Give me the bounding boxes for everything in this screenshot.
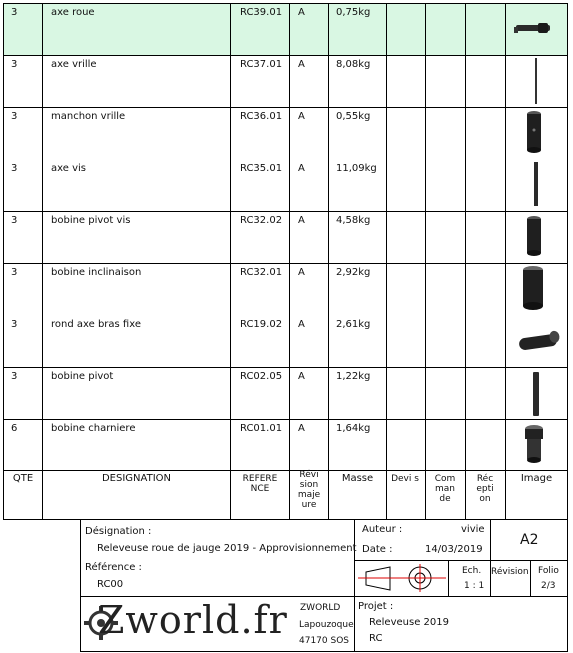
part-image-axe-roue: [510, 18, 562, 38]
company-city: Lapouzoque: [299, 620, 354, 630]
table-left-border: [3, 3, 4, 520]
row-qte: 3: [11, 215, 18, 226]
row-revision: A: [298, 7, 305, 18]
part-image-bobine-pivot-vis: [524, 214, 544, 258]
col-sep-1: [42, 3, 43, 520]
tb-sep-right: [490, 519, 491, 597]
row-reference: RC19.02: [240, 319, 283, 330]
designation-value: Releveuse roue de jauge 2019 - Approvisionnement: [97, 543, 357, 554]
part-image-bobine-pivot: [531, 372, 541, 416]
row-designation: rond axe bras fixe: [51, 319, 141, 330]
header-qte: QTE: [12, 473, 34, 484]
row-reference: RC37.01: [240, 59, 283, 70]
projection-symbol-icon: [356, 562, 448, 595]
row-masse: 1,64kg: [336, 423, 371, 434]
row-qte: 3: [11, 111, 18, 122]
row-sep: [3, 211, 568, 212]
company-zip: 47170 SOS: [299, 636, 350, 646]
col-sep-2: [230, 3, 231, 520]
row-masse: 2,61kg: [336, 319, 371, 330]
company-name: ZWORLD: [300, 603, 341, 613]
row-masse: 0,75kg: [336, 7, 371, 18]
col-sep-5: [386, 3, 387, 520]
row-designation: axe vrille: [51, 59, 97, 70]
row-sep: [3, 107, 568, 108]
row-sep: [3, 419, 568, 420]
row-revision: A: [298, 59, 305, 70]
row-revision: A: [298, 319, 305, 330]
row-masse: 1,22kg: [336, 371, 371, 382]
format-value: A2: [520, 532, 539, 548]
header-reception: Réc epti on: [476, 474, 494, 504]
ech-value: 1 : 1: [464, 581, 485, 591]
tb-sep-date: [354, 560, 568, 561]
row-sep: [3, 55, 568, 56]
header-commande: Com man de: [434, 474, 456, 504]
row-reference: RC02.05: [240, 371, 283, 382]
row-reference: RC35.01: [240, 163, 283, 174]
header-devis: Devi s: [391, 474, 419, 484]
row-qte: 6: [11, 423, 18, 434]
header-designation: DESIGNATION: [101, 473, 172, 484]
row-sep: [3, 263, 568, 264]
row-revision: A: [298, 267, 305, 278]
row-revision: A: [298, 371, 305, 382]
row-masse: 4,58kg: [336, 215, 371, 226]
folio-value: 2/3: [541, 581, 556, 591]
row-revision: A: [298, 215, 305, 226]
part-image-axe-vis: [531, 162, 541, 206]
date-label: Date :: [362, 544, 393, 555]
header-masse: Masse: [341, 473, 374, 484]
reference-label: Référence :: [85, 562, 142, 573]
row-revision: A: [298, 163, 305, 174]
ech-label: Ech.: [462, 566, 482, 576]
row-sep: [3, 470, 568, 471]
auteur-label: Auteur :: [362, 524, 403, 535]
part-image-axe-vrille: [532, 58, 540, 104]
part-image-bobine-charniere: [522, 424, 546, 466]
header-revision: Révi sion maje ure: [297, 470, 321, 510]
tb-left: [80, 519, 81, 652]
table-right-border: [567, 3, 568, 520]
row-sep: [3, 367, 568, 368]
tb-sep-main: [354, 519, 355, 652]
row-reference: RC32.01: [240, 267, 283, 278]
row-qte: 3: [11, 319, 18, 330]
row-qte: 3: [11, 163, 18, 174]
header-image: Image: [520, 473, 553, 484]
row-masse: 0,55kg: [336, 111, 371, 122]
tb-top: [80, 519, 568, 520]
part-image-rond-axe-bras-fixe: [513, 330, 565, 354]
projet-code: RC: [369, 633, 383, 644]
row-masse: 2,92kg: [336, 267, 371, 278]
part-image-manchon-vrille: [524, 110, 544, 154]
revision-label: Révision: [491, 567, 529, 577]
col-sep-3: [289, 3, 290, 520]
row-qte: 3: [11, 7, 18, 18]
row-qte: 3: [11, 267, 18, 278]
col-sep-7: [465, 3, 466, 520]
row-reference: RC01.01: [240, 423, 283, 434]
auteur-value: vivie: [461, 524, 485, 535]
folio-label: Folio: [538, 566, 559, 576]
row-designation: axe roue: [51, 7, 95, 18]
tb-mid: [80, 596, 568, 597]
row-masse: 11,09kg: [336, 163, 377, 174]
company-logo: Zworld.fr: [98, 598, 288, 642]
row-qte: 3: [11, 59, 18, 70]
row-designation: axe vis: [51, 163, 86, 174]
row-designation: bobine inclinaison: [51, 267, 142, 278]
row-reference: RC36.01: [240, 111, 283, 122]
reference-value: RC00: [97, 579, 124, 590]
row-revision: A: [298, 111, 305, 122]
col-sep-8: [505, 3, 506, 520]
tb-sep-rev: [530, 560, 531, 597]
row-designation: bobine pivot vis: [51, 215, 131, 226]
row-qte: 3: [11, 371, 18, 382]
row-masse: 8,08kg: [336, 59, 371, 70]
row-designation: bobine pivot: [51, 371, 114, 382]
tb-sep-logo: [448, 560, 449, 597]
row-reference: RC39.01: [240, 7, 283, 18]
row-revision: A: [298, 423, 305, 434]
row-designation: manchon vrille: [51, 111, 126, 122]
date-value: 14/03/2019: [425, 544, 483, 555]
tb-right: [567, 519, 568, 652]
header-reference: REFERE NCE: [242, 474, 278, 494]
part-image-bobine-inclinaison: [520, 265, 546, 311]
table-top-border: [3, 3, 568, 4]
tb-bottom: [80, 651, 568, 652]
col-sep-6: [425, 3, 426, 520]
projet-label: Projet :: [358, 601, 394, 612]
projet-value: Releveuse 2019: [369, 617, 449, 628]
row-reference: RC32.02: [240, 215, 283, 226]
row-designation: bobine charniere: [51, 423, 136, 434]
designation-label: Désignation :: [85, 526, 152, 537]
col-sep-4: [328, 3, 329, 520]
